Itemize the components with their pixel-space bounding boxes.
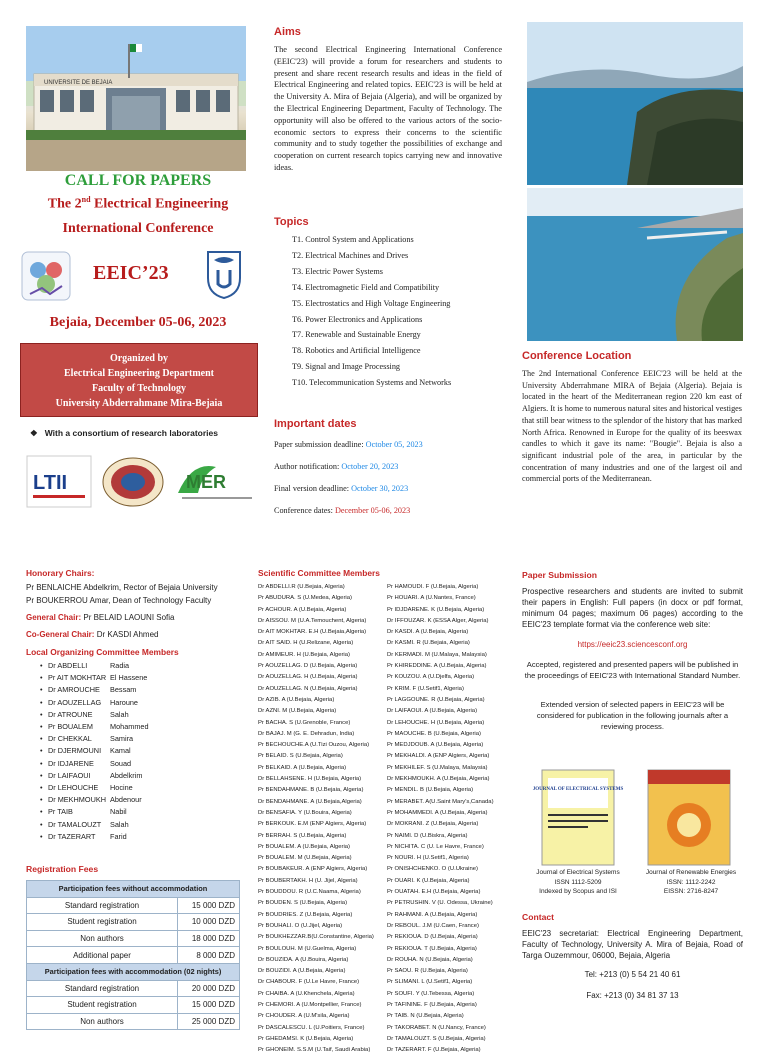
local-member: • Dr MEKHMOUKH Abdenour xyxy=(26,794,261,806)
scientific-member: Dr BENDAHMANE. A (U.Bejaia,Algeria) xyxy=(258,798,362,805)
scientific-member: Pr PETRUSHIN. V (U. Odessa, Ukraine) xyxy=(387,900,493,907)
contact-phone[interactable]: Tel: +213 (0) 5 54 21 40 61 xyxy=(584,970,681,979)
scientific-member: Dr LEHOUCHE. H (U.Bejaia, Algeria) xyxy=(387,719,485,726)
scientific-member: Dr AOUZELLAG. H (U.Bejaia, Algeria) xyxy=(258,674,358,681)
scientific-member: Pr BOUBAKEUR. A (ENP Algiers, Algeria) xyxy=(258,866,368,873)
scientific-member: Pr TAKORABET. N (U.Nancy, France) xyxy=(387,1024,486,1031)
topic-item: T10. Telecommunication Systems and Networks xyxy=(292,378,452,388)
scientific-member: Pr SOUFI. Y (U.Tebessa, Algeria) xyxy=(387,990,475,997)
journal-renewable-energies-cover-icon xyxy=(648,770,730,865)
scientific-member: Pr AOUZELLAG. D (U.Bejaia, Algeria) xyxy=(258,663,358,670)
topic-item: T8. Robotics and Artificial Intelligence xyxy=(292,346,421,356)
aims-section xyxy=(274,26,502,174)
local-member: • Dr ATROUNE Salah xyxy=(26,709,261,721)
scientific-member: Dr AMIMEUR. H (U.Bejaia, Algeria) xyxy=(258,651,350,658)
coast-photo-2 xyxy=(527,188,743,341)
scientific-member: Pr MEKHILEF. S (U.Malaya, Malaysia) xyxy=(387,764,488,771)
scientific-member: Pr BACHA. S (U.Grenoble, France) xyxy=(258,719,351,726)
scientific-member: Pr BOUDRIES. Z (U.Bejaia, Algeria) xyxy=(258,911,353,918)
submission-heading: Paper Submission xyxy=(522,570,597,580)
aims-text: The second Electrical Engineering International Conference (EEIC'23) will provide a forum for researchers and students to present and share recent research results and ideas in the field of Electrical Engineering and related topics. EEIC'23 is will be held at the University A. Mira of Bejaia (Algeria), and will be organized by the Electrical Engineering Department, Faculty of Technology. The opportunity will also be offered to the various actors of the socio-economic sectors to express their concerns to the scientific community and to study together the possibilities of exchange and cooperation on current research topics carrying new and innovative ideas. xyxy=(274,45,502,172)
scientific-member: Pr MENDIL. B (U.Bejaia, Algeria) xyxy=(387,787,474,794)
lab-logos-row xyxy=(24,455,262,510)
coast-photo-1 xyxy=(527,22,743,185)
scientific-member: Pr DASCALESCU. L (U.Poitiers, France) xyxy=(258,1024,365,1031)
journals-block xyxy=(522,770,743,900)
scientific-member: Pr CHAIBA. A (U.Khenchela, Algeria) xyxy=(258,990,355,997)
fees-group-header: Participation fees with accommodation (02 nights) xyxy=(27,963,240,980)
date-value: October 30, 2023 xyxy=(351,484,409,493)
topic-item: T4. Electromagnetic Field and Compatibility xyxy=(292,282,440,292)
svg-text:JOURNAL OF ELECTRICAL SYSTEMS: JOURNAL OF ELECTRICAL SYSTEMS xyxy=(532,787,624,792)
fees-row: Non authors 25 000 DZD xyxy=(27,1013,240,1030)
journal-2-caption: Journal of Renewable Energies ISSN: 1112-2242 EISSN: 2716-8247 xyxy=(645,869,737,895)
scientific-member: Pr BOUHALI. O (U.Jijel, Algeria) xyxy=(258,922,343,929)
scientific-member: Dr AISSOU. M (U.A.Temouchent, Algeria) xyxy=(258,617,367,624)
scientific-member: Pr MERABET. A(U.Saint Mary's,Canada) xyxy=(387,798,494,805)
contact-fax: Fax: +213 (0) 34 81 37 13 xyxy=(586,991,679,1000)
organizer-line: University Abderrahmane Mira-Bejaia xyxy=(55,398,223,409)
scientific-member: Pr MOHAMMEDI. A (U.Bejaia, Algeria) xyxy=(387,809,488,816)
honorary-heading: Honorary Chairs: xyxy=(26,568,95,578)
scientific-member: Dr AIT SAID. H (U.Relizane, Algeria) xyxy=(258,640,354,647)
fees-row: Student registration 10 000 DZD xyxy=(27,914,240,931)
conference-title-line2: International Conference xyxy=(62,220,214,236)
scientific-member: Pr SLIMANI. L (U.Setif1, Algeria) xyxy=(387,979,473,986)
date-row: Conference dates: December 05-06, 2023 xyxy=(274,506,411,515)
scientific-member: Dr ROUHA. N (U.Bejaia, Algeria) xyxy=(387,956,473,963)
scientific-column-1 xyxy=(258,582,387,1056)
consortium-note: ❖ With a consortium of research laboratories xyxy=(30,428,218,438)
fees-row: Additional paper 8 000 DZD xyxy=(27,947,240,964)
topics-heading: Topics xyxy=(274,216,309,228)
scientific-member: Dr MEKHMOUKH. A (U.Bejaia, Algeria) xyxy=(387,776,490,783)
fees-row: Standard registration 20 000 DZD xyxy=(27,980,240,997)
local-member: • Pr TAIB Nabil xyxy=(26,806,261,818)
local-committee-list xyxy=(26,660,261,843)
scientific-member: Pr HAMOUDI. F (U.Bejaia, Algeria) xyxy=(387,584,479,590)
honorary-chair: Pr BOUKERROU Amar, Dean of Technology Faculty xyxy=(26,596,212,605)
scientific-member: Pr BERRAH. S (U.Bejaia, Algeria) xyxy=(258,832,347,839)
fees-row: Student registration 15 000 DZD xyxy=(27,997,240,1014)
local-member: • Dr AOUZELLAG Haroune xyxy=(26,697,261,709)
scientific-member: Pr BOULOUH. M (U.Guelma, Algeria) xyxy=(258,945,357,952)
scientific-committee-heading: Scientific Committee Members xyxy=(258,568,380,578)
scientific-member: Dr KASDI. A (U.Bejaia, Algeria) xyxy=(387,629,469,636)
local-member: • Dr ABDELLI Radia xyxy=(26,660,261,672)
important-dates-heading: Important dates xyxy=(274,418,357,430)
submission-section xyxy=(522,570,743,732)
call-for-papers-title: CALL FOR PAPERS xyxy=(64,172,212,189)
topic-item: T6. Power Electronics and Applications xyxy=(292,314,423,324)
scientific-member: Dr KERMADI. M (U.Malaya, Malaysia) xyxy=(387,651,487,658)
scientific-member: Pr MEKHALDI. A (ENP Algiers, Algeria) xyxy=(387,753,490,760)
accepted-note: Accepted, registered and presented papers will be published in the proceedings of EEIC'23 with International Standard Number. xyxy=(524,660,741,680)
fees-row: Standard registration 15 000 DZD xyxy=(27,897,240,914)
scientific-member: Dr CHABOUR. F (U.Le Havre, France) xyxy=(258,979,360,986)
conference-website-link[interactable]: https://eeic23.sciencesconf.org xyxy=(577,640,688,649)
scientific-member: Pr BOUALEM. M (U.Bejaia, Algeria) xyxy=(258,855,352,862)
scientific-member: Pr LAGGOUNE. R (U.Bejaia, Algeria) xyxy=(387,696,485,703)
scientific-member: Pr REKIOUA. D (U.Bejaia, Algeria) xyxy=(387,934,478,941)
scientific-member: Dr AZNI. M (U.Bejaia, Algeria) xyxy=(258,708,337,715)
scientific-member: Pr NOURI. H (U.Setif1, Algeria) xyxy=(387,855,469,862)
aims-heading: Aims xyxy=(274,26,301,38)
scientific-member: Pr MEDJDOUB. A (U.Bejaia, Algeria) xyxy=(387,742,484,749)
location-section xyxy=(522,350,742,485)
scientific-member: Pr BELKAID. A (U.Bejaia, Algeria) xyxy=(258,764,347,771)
organizer-line: Organized by xyxy=(109,353,169,364)
contact-section xyxy=(522,912,743,1000)
fees-heading: Registration Fees xyxy=(26,864,99,874)
local-member: • Dr AMROUCHE Bessam xyxy=(26,684,261,696)
scientific-member: Dr BOUZIDI. A (U.Bejaia, Algeria) xyxy=(258,968,346,975)
local-member: • Dr CHEKKAL Samira xyxy=(26,733,261,745)
date-row: Paper submission deadline: October 05, 2023 xyxy=(274,440,423,449)
general-chair: General Chair: Pr BELAID LAOUNI Sofia xyxy=(26,613,175,622)
date-row: Final version deadline: October 30, 2023 xyxy=(274,484,409,493)
scientific-member: Pr OUARI. K (U.Bejaia, Algeria) xyxy=(387,877,470,884)
local-member: • Dr TAZERART Farid xyxy=(26,831,261,843)
scientific-member: Dr BENSAFIA. Y (U.Bouira, Algeria) xyxy=(258,809,352,816)
svg-text:LTII: LTII xyxy=(33,472,68,494)
organizer-box xyxy=(20,343,258,417)
journal-electrical-systems-cover-icon xyxy=(532,770,624,865)
scientific-member: Pr IDJDARENE. K (U.Bejaia, Algeria) xyxy=(387,606,485,613)
organizer-line: Faculty of Technology xyxy=(92,383,186,394)
local-member: • Pr AIT MOKHTAR El Hassene xyxy=(26,672,261,684)
date-value: October 20, 2023 xyxy=(341,462,399,471)
important-dates-section xyxy=(274,418,504,522)
scientific-member: Dr BAJAJ. M (G. E. Dehradun, India) xyxy=(258,730,355,737)
mer-lab-logo-icon xyxy=(172,455,262,508)
diamond-bullet-icon: ❖ xyxy=(30,428,38,438)
conference-dates-headline: Bejaia, December 05-06, 2023 xyxy=(49,315,227,330)
committees-section xyxy=(26,568,261,843)
topic-item: T5. Electrostatics and High Voltage Engineering xyxy=(292,298,451,308)
scientific-member: Dr MOKRANI. Z (U.Bejaia, Algeria) xyxy=(387,821,479,828)
scientific-member: Pr NICHITA. C (U. Le Havre, France) xyxy=(387,843,484,850)
scientific-member: Pr BOUBERTAKH. H (U. Jijel, Algeria) xyxy=(258,877,358,884)
topic-item: T2. Electrical Machines and Drives xyxy=(292,250,409,260)
scientific-member: Pr SAOU. R (U.Bejaia, Algeria) xyxy=(387,968,468,975)
scientific-member: Pr BOUDEN. S (U.Bejaia, Algeria) xyxy=(258,900,348,907)
scientific-member: Dr ABDELLI.R (U.Bejaia, Algeria) xyxy=(258,584,345,590)
scientific-member: Pr KHIREDDINE. A (U.Bejaia, Algeria) xyxy=(387,663,487,670)
university-logo-icon xyxy=(204,248,244,300)
extended-note: Extended version of selected papers in EEIC'23 will be considered for publication in the following journals after a reviewing process. xyxy=(536,700,729,731)
scientific-member: Pr BENDAHMANE. B (U.Bejaia, Algeria) xyxy=(258,787,364,794)
scientific-member: Pr OUATAH. E.H (U.Bejaia, Algeria) xyxy=(387,889,481,896)
location-text: The 2nd International Conference EEIC'23 will be held at the University Abderrahmane MIRA of Bejaia (Algeria). Bejaia is located in the heart of the Mediterranean region 220 km east of Algiers. It is home to numerous natural sites and historical vestiges that still bear witness to the splendor of the history that has marked North Africa. Renowned in Europe for the quality of its beeswax candles to which it gave its name: "Bougie". Bejaia is also a significant industrial pole of the area, in particular by the concentration of many industries and one of the largest oil and commercial ports of the Mediterranean. xyxy=(522,369,742,484)
scientific-member: Pr ACHOUR. A (U.Bejaia, Algeria) xyxy=(258,606,347,613)
acronym-row xyxy=(18,248,258,306)
organizer-line: Electrical Engineering Department xyxy=(64,368,214,379)
scientific-member: Dr LAIFAOUI. A (U.Bejaia, Algeria) xyxy=(387,708,478,715)
scientific-member: Pr REKIOUA. T (U.Bejaia, Algeria) xyxy=(387,945,477,952)
local-member: • Dr TAMALOUZT Salah xyxy=(26,819,261,831)
scientific-member: Pr BELAID. S (U.Bejaia, Algeria) xyxy=(258,753,343,760)
scientific-member: Dr BELLAHSENE. H (U.Bejaia, Algeria) xyxy=(258,776,362,783)
local-committee-heading: Local Organizing Committee Members xyxy=(26,647,179,657)
scientific-member: Pr BOUALEM. A (U.Bejaia, Algeria) xyxy=(258,843,350,850)
scientific-column-2 xyxy=(387,582,516,1056)
scientific-member: Dr KASMI. R (U.Bejaia, Algeria) xyxy=(387,640,470,647)
fees-table xyxy=(26,880,240,1030)
conference-logo-icon xyxy=(20,250,72,302)
date-value: October 05, 2023 xyxy=(365,440,423,449)
scientific-member: Pr TAIB. N (U.Bejaia, Algeria) xyxy=(387,1013,464,1020)
local-member: • Dr DJERMOUNI Kamal xyxy=(26,745,261,757)
scientific-member: Pr ONISHCHENKO. O (U.Ukraine) xyxy=(387,866,478,873)
conference-title-line1: The 2nd Electrical Engineering xyxy=(47,195,229,212)
ltii-lab-logo-icon xyxy=(26,455,92,508)
scientific-member: Pr CHEMORI. A (U.Montpellier, France) xyxy=(258,1001,362,1008)
scientific-member: Pr NAIMI. D (U.Biskra, Algeria) xyxy=(387,832,468,839)
date-row: Author notification: October 20, 2023 xyxy=(274,462,399,471)
local-member: • Dr LEHOUCHE Hocine xyxy=(26,782,261,794)
honorary-chair: Pr BENLAICHE Abdelkrim, Rector of Bejaia University xyxy=(26,583,218,592)
scientific-member: Pr HOUARI. A (U.Nantes, France) xyxy=(387,595,476,602)
scientific-member: Pr CHOUDER. A (U.M'sila, Algeria) xyxy=(258,1013,350,1020)
scientific-member: Pr KRIM. F (U.Setif1, Algeria) xyxy=(387,685,464,692)
contact-heading: Contact xyxy=(522,912,554,922)
topic-item: T1. Control System and Applications xyxy=(292,235,414,244)
scientific-member: Pr BOUKHEZZAR.B(U.Constantine, Algeria) xyxy=(258,934,374,941)
call-for-papers-block xyxy=(18,170,258,237)
topics-section xyxy=(274,216,504,391)
scientific-member: Pr MAOUCHE. B (U.Bejaia, Algeria) xyxy=(387,730,481,737)
scientific-member: Dr REBOUL. J.M (U.Caen, France) xyxy=(387,922,479,929)
scientific-committee-section xyxy=(258,568,516,1056)
scientific-member: Dr BOUZIDA. A (U.Bouira, Algeria) xyxy=(258,956,349,963)
scientific-member: Pr BERKOUK. E.M (ENP Algiers, Algeria) xyxy=(258,821,367,828)
univ-sign: UNIVERSITE DE BEJAIA xyxy=(44,80,113,86)
fees-row: Non authors 18 000 DZD xyxy=(27,930,240,947)
date-value: December 05-06, 2023 xyxy=(334,506,411,515)
submission-text: Prospective researchers and students are invited to submit their papers in English: Full papers (in docx or pdf format, minimum 04 pages; maximum 06 pages) according to the EEIC'23 template format via the conference web site: xyxy=(522,587,743,629)
scientific-member: Pr KOUZOU. A (U.Djelfa, Algeria) xyxy=(387,674,475,681)
fees-group-header: Participation fees without accommodation xyxy=(27,881,240,898)
lab-seal-logo-icon xyxy=(100,455,166,508)
local-member: • Dr IDJARENE Souad xyxy=(26,758,261,770)
scientific-member: Pr RAHMANI. A (U.Bejaia, Algeria) xyxy=(387,911,478,918)
scientific-member: Dr AIT MOKHTAR. E.H (U.Bejaia,Algeria) xyxy=(258,629,367,636)
scientific-member: Dr IFFOUZAR. K (ESSA Alger, Algeria) xyxy=(387,617,489,624)
scientific-member: Dr AOUZELLAG. N (U.Bejaia, Algeria) xyxy=(258,685,358,692)
scientific-member: Pr BECHOUCHE.A (U.Tizi Ouzou, Algeria) xyxy=(258,742,370,749)
scientific-member: Dr AZIB. A (U.Bejaia, Algeria) xyxy=(258,696,335,703)
scientific-member: Dr TAZERART. F (U.Bejaia, Algeria) xyxy=(387,1047,481,1054)
scientific-member: Dr TAMALOUZT. S (U.Bejaia, Algeria) xyxy=(387,1035,486,1042)
topics-list xyxy=(274,232,504,391)
scientific-member: Pr GHONEIM. S.S.M (U.Taif, Saudi Arabia) xyxy=(258,1047,371,1054)
university-photo xyxy=(26,26,246,171)
scientific-member: Pr ABUDURA. S (U.Medea, Algeria) xyxy=(258,595,352,602)
topic-item: T9. Signal and Image Processing xyxy=(292,362,401,372)
topic-item: T3. Electric Power Systems xyxy=(292,266,383,276)
topic-item: T7. Renewable and Sustainable Energy xyxy=(292,330,421,340)
contact-address: EEIC'23 secretariat: Electrical Engineering Department, Faculty of Technology, University A. Mira of Bejaia, Road of Targa Ouzemmour, 06000, Bejaia, Algeria xyxy=(522,929,743,960)
local-member: • Pr BOUALEM Mohammed xyxy=(26,721,261,733)
svg-text:MER: MER xyxy=(186,472,226,492)
conference-acronym: EEIC’23 xyxy=(93,262,169,284)
scientific-member: Pr GHEDAMSI. K (U.Bejaia, Algeria) xyxy=(258,1035,354,1042)
scientific-member: Pr BOUDDOU. R (U.C.Naama, Algeria) xyxy=(258,889,361,896)
scientific-member: Pr TAFININE. F (U.Bejaia, Algeria) xyxy=(387,1001,477,1008)
local-member: • Dr LAIFAOUI Abdelkrim xyxy=(26,770,261,782)
location-heading: Conference Location xyxy=(522,350,632,362)
journal-1-caption: Journal of Electrical Systems ISSN 1112-5209 Indexed by Scopus and ISI xyxy=(536,869,620,895)
co-general-chair: Co-General Chair: Dr KASDI Ahmed xyxy=(26,630,159,639)
